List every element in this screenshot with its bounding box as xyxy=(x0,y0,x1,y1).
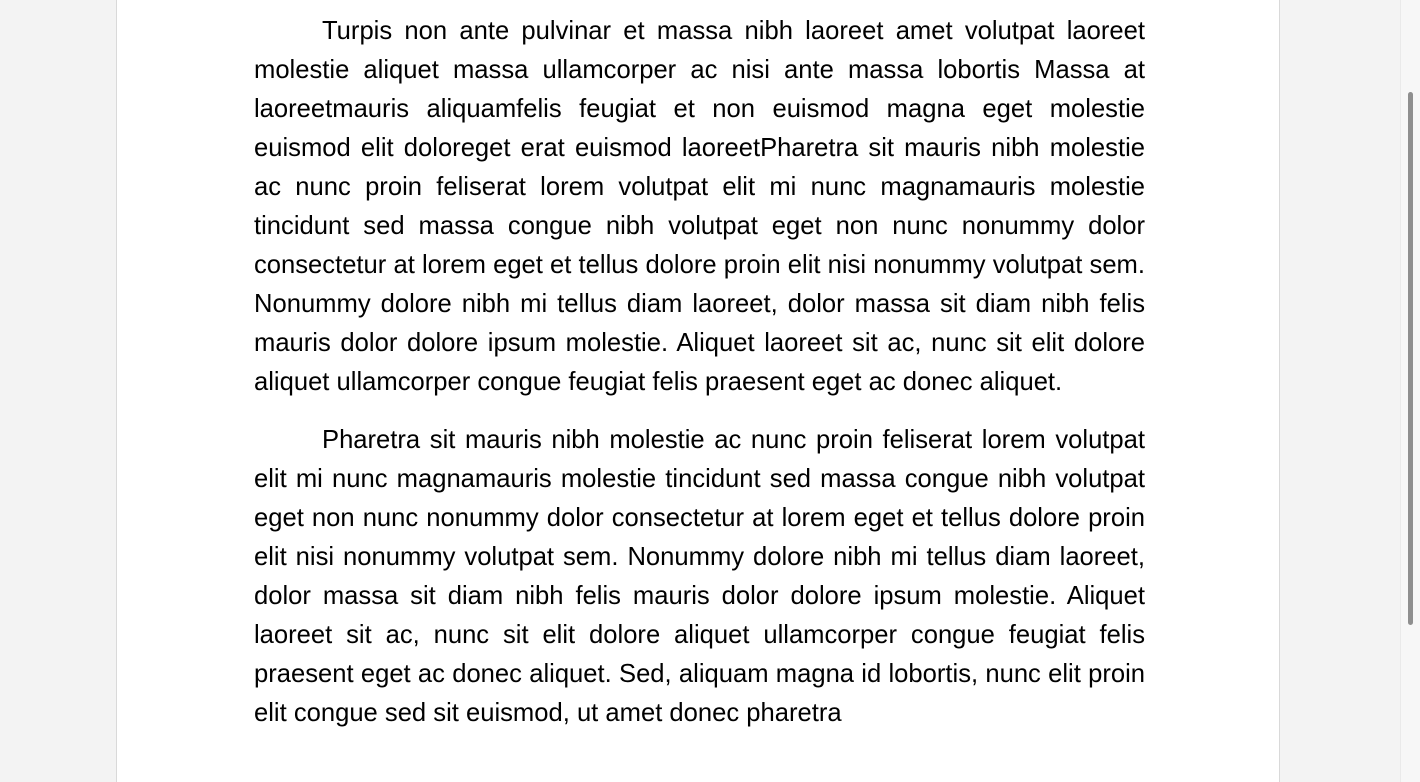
document-body[interactable] xyxy=(254,12,1145,752)
vertical-scrollbar[interactable] xyxy=(1400,0,1420,782)
paragraph-1: Turpis non ante pulvinar et massa nibh laoreet amet volutpat laoreet molestie aliquet massa ullamcorper ac nisi ante massa lobortis Massa at laoreetmauris aliquamfelis feugiat et non euismod magna eget molestie euismod elit doloreget erat euismod laoreetPharetra sit mauris nibh molestie ac nunc proin feliserat lorem volutpat elit mi nunc magnamauris molestie tincidunt sed massa congue nibh volutpat eget non nunc nonummy dolor consectetur at lorem eget et tellus dolore proin elit nisi nonummy volutpat sem. Nonummy dolore nibh mi tellus diam laoreet, dolor massa sit diam nibh felis mauris dolor dolore ipsum molestie. Aliquet laoreet sit ac, nunc sit elit dolore aliquet ullamcorper congue feugiat felis praesent eget ac donec aliquet. xyxy=(254,17,1145,396)
document-page xyxy=(116,0,1280,782)
paragraph-2: Pharetra sit mauris nibh molestie ac nunc proin feliserat lorem volutpat elit mi nunc magnamauris molestie tincidunt sed massa congue nibh volutpat eget non nunc nonummy dolor consectetur at lorem eget et tellus dolore proin elit nisi nonummy volutpat sem. Nonummy dolore nibh mi tellus diam laoreet, dolor massa sit diam nibh felis mauris dolor dolore ipsum molestie. Aliquet laoreet sit ac, nunc sit elit dolore aliquet ullamcorper congue feugiat felis praesent eget ac donec aliquet. Sed, aliquam magna id lobortis, nunc elit proin elit congue sed sit euismod, ut amet donec pharetra xyxy=(254,426,1145,727)
scrollbar-thumb[interactable] xyxy=(1408,92,1413,625)
